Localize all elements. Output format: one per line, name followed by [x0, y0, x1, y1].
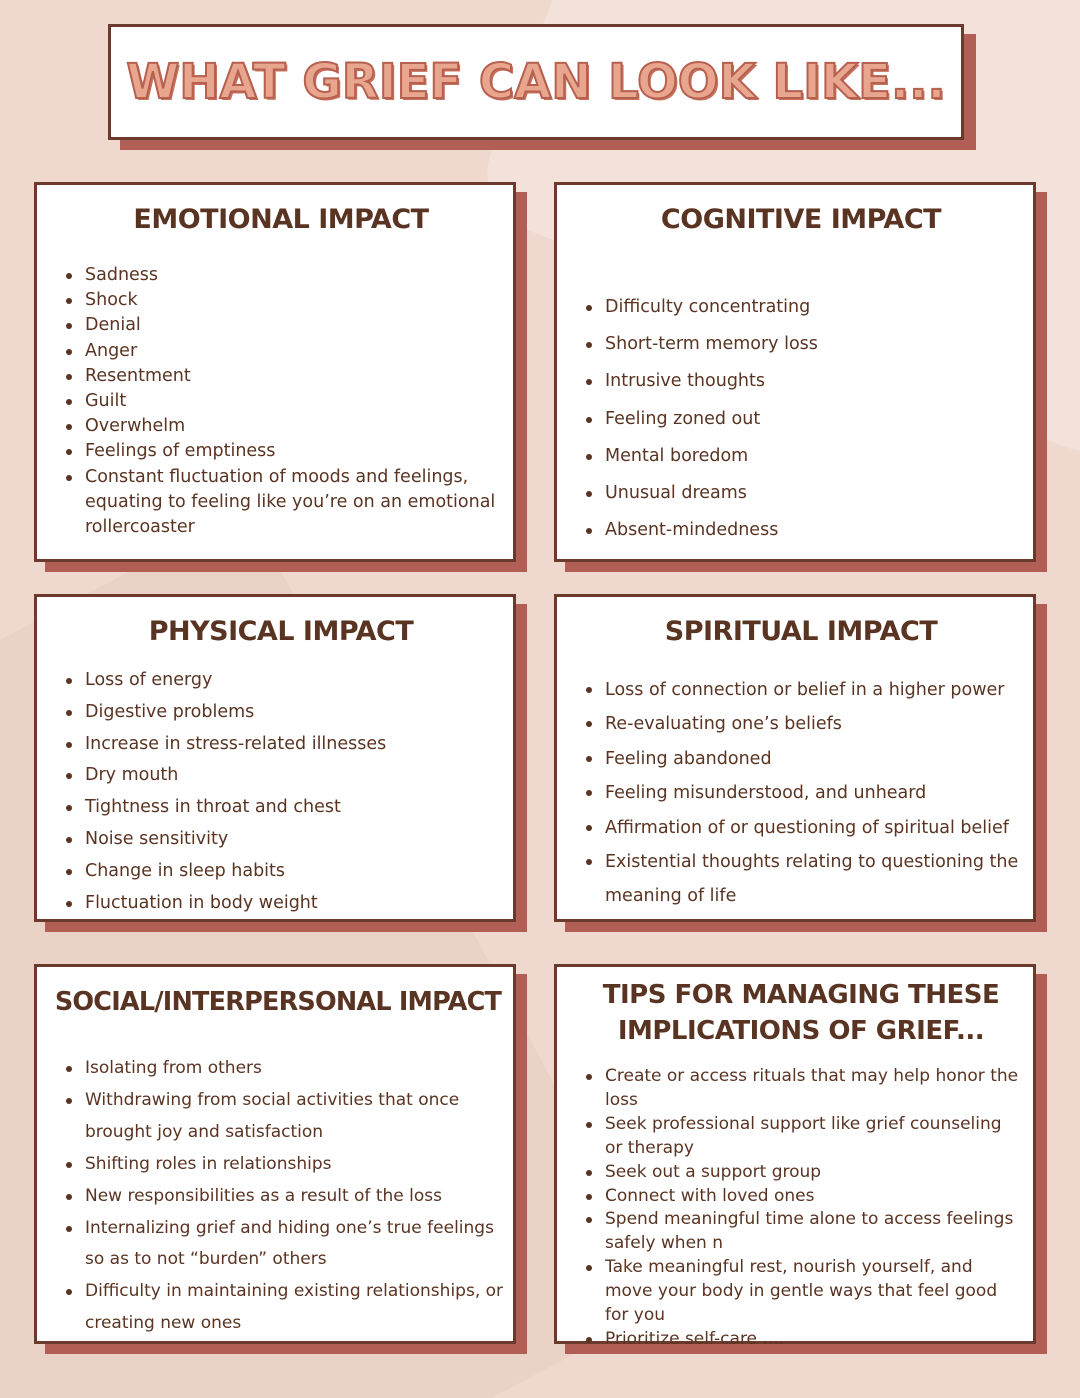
- list-item: Guilt: [63, 389, 499, 414]
- list-item: Connect with loved ones: [583, 1185, 1019, 1209]
- list-item: Resentment: [63, 364, 499, 389]
- list-item: Constant fluctuation of moods and feelings, equating to feeling like you’re on an emotional rollercoaster: [63, 465, 499, 541]
- list-item: Fluctuation in body weight: [63, 888, 499, 920]
- card-heading: SPIRITUAL IMPACT: [664, 616, 938, 647]
- list-item: Loss of connection or belief in a higher power: [583, 673, 1019, 707]
- list-item: Take meaningful rest, nourish yourself, and move your body in gentle ways that feel good for you: [583, 1256, 1019, 1328]
- list-item: Re-evaluating one’s beliefs: [583, 707, 1019, 741]
- list-item: Difficulty concentrating: [583, 289, 1019, 326]
- list-item: Intrusive thoughts: [583, 363, 1019, 400]
- tips-card: [554, 964, 1036, 1349]
- list-item: Short-term memory loss: [583, 326, 1019, 363]
- card-heading: COGNITIVE IMPACT: [660, 204, 942, 235]
- list-item: Feeling zoned out: [583, 401, 1019, 438]
- spiritual-impact-card: [554, 594, 1036, 922]
- list-item: Seek professional support like grief counseling or therapy: [583, 1113, 1019, 1161]
- list-item: Tightness in throat and chest: [63, 792, 499, 824]
- list-item: Anger: [63, 339, 499, 364]
- list-item: Feeling misunderstood, and unheard: [583, 776, 1019, 810]
- list-item: Loss of energy: [63, 665, 499, 697]
- list-item: Difficulty in maintaining existing relationships, or creating new ones: [63, 1276, 505, 1340]
- page-title: WHAT GRIEF CAN LOOK LIKE...: [126, 54, 946, 110]
- list-item: Denial: [63, 313, 499, 338]
- bullet-list: [583, 1065, 1019, 1352]
- list-item: Withdrawing from social activities that once brought joy and satisfaction: [63, 1085, 505, 1149]
- list-item: Feelings of emptiness: [63, 439, 499, 464]
- list-item: Noise sensitivity: [63, 824, 499, 856]
- list-item: Create or access rituals that may help honor the loss: [583, 1065, 1019, 1113]
- list-item: Prioritize self-care ....: [583, 1328, 1019, 1352]
- list-item: Isolating from others: [63, 1053, 505, 1085]
- list-item: Spend meaningful time alone to access feelings safely when n: [583, 1208, 1019, 1256]
- list-item: Shifting roles in relationships: [63, 1149, 505, 1181]
- physical-impact-card: [34, 594, 516, 922]
- list-item: Shock: [63, 288, 499, 313]
- list-item: Dry mouth: [63, 760, 499, 792]
- list-item: Unusual dreams: [583, 475, 1019, 512]
- list-item: Seek out a support group: [583, 1161, 1019, 1185]
- title-banner: [108, 24, 964, 140]
- list-item: Feeling abandoned: [583, 742, 1019, 776]
- list-item: Mental boredom: [583, 438, 1019, 475]
- list-item: Overwhelm: [63, 414, 499, 439]
- list-item: Internalizing grief and hiding one’s true feelings so as to not “burden” others: [63, 1213, 505, 1277]
- list-item: Digestive problems: [63, 697, 499, 729]
- card-heading: TIPS FOR MANAGING THESE IMPLICATIONS OF GRIEF...: [602, 980, 1000, 1046]
- bullet-list: [583, 673, 1019, 914]
- card-heading: SOCIAL/INTERPERSONAL IMPACT: [54, 987, 502, 1017]
- list-item: Existential thoughts relating to questioning the meaning of life: [583, 845, 1019, 914]
- card-heading: PHYSICAL IMPACT: [148, 616, 414, 647]
- emotional-impact-card: [34, 182, 516, 562]
- list-item: Absent-mindedness: [583, 512, 1019, 549]
- list-item: Increase in stress-related illnesses: [63, 729, 499, 761]
- list-item: New responsibilities as a result of the loss: [63, 1181, 505, 1213]
- cognitive-impact-card: [554, 182, 1036, 562]
- list-item: Sadness: [63, 263, 499, 288]
- card-heading: EMOTIONAL IMPACT: [133, 204, 429, 235]
- bullet-list: [583, 289, 1019, 549]
- bullet-list: [63, 263, 499, 540]
- list-item: Change in sleep habits: [63, 856, 499, 888]
- bullet-list: [63, 665, 499, 919]
- social-impact-card: [34, 964, 516, 1344]
- bullet-list: [63, 1053, 505, 1340]
- list-item: Affirmation of or questioning of spiritual belief: [583, 811, 1019, 845]
